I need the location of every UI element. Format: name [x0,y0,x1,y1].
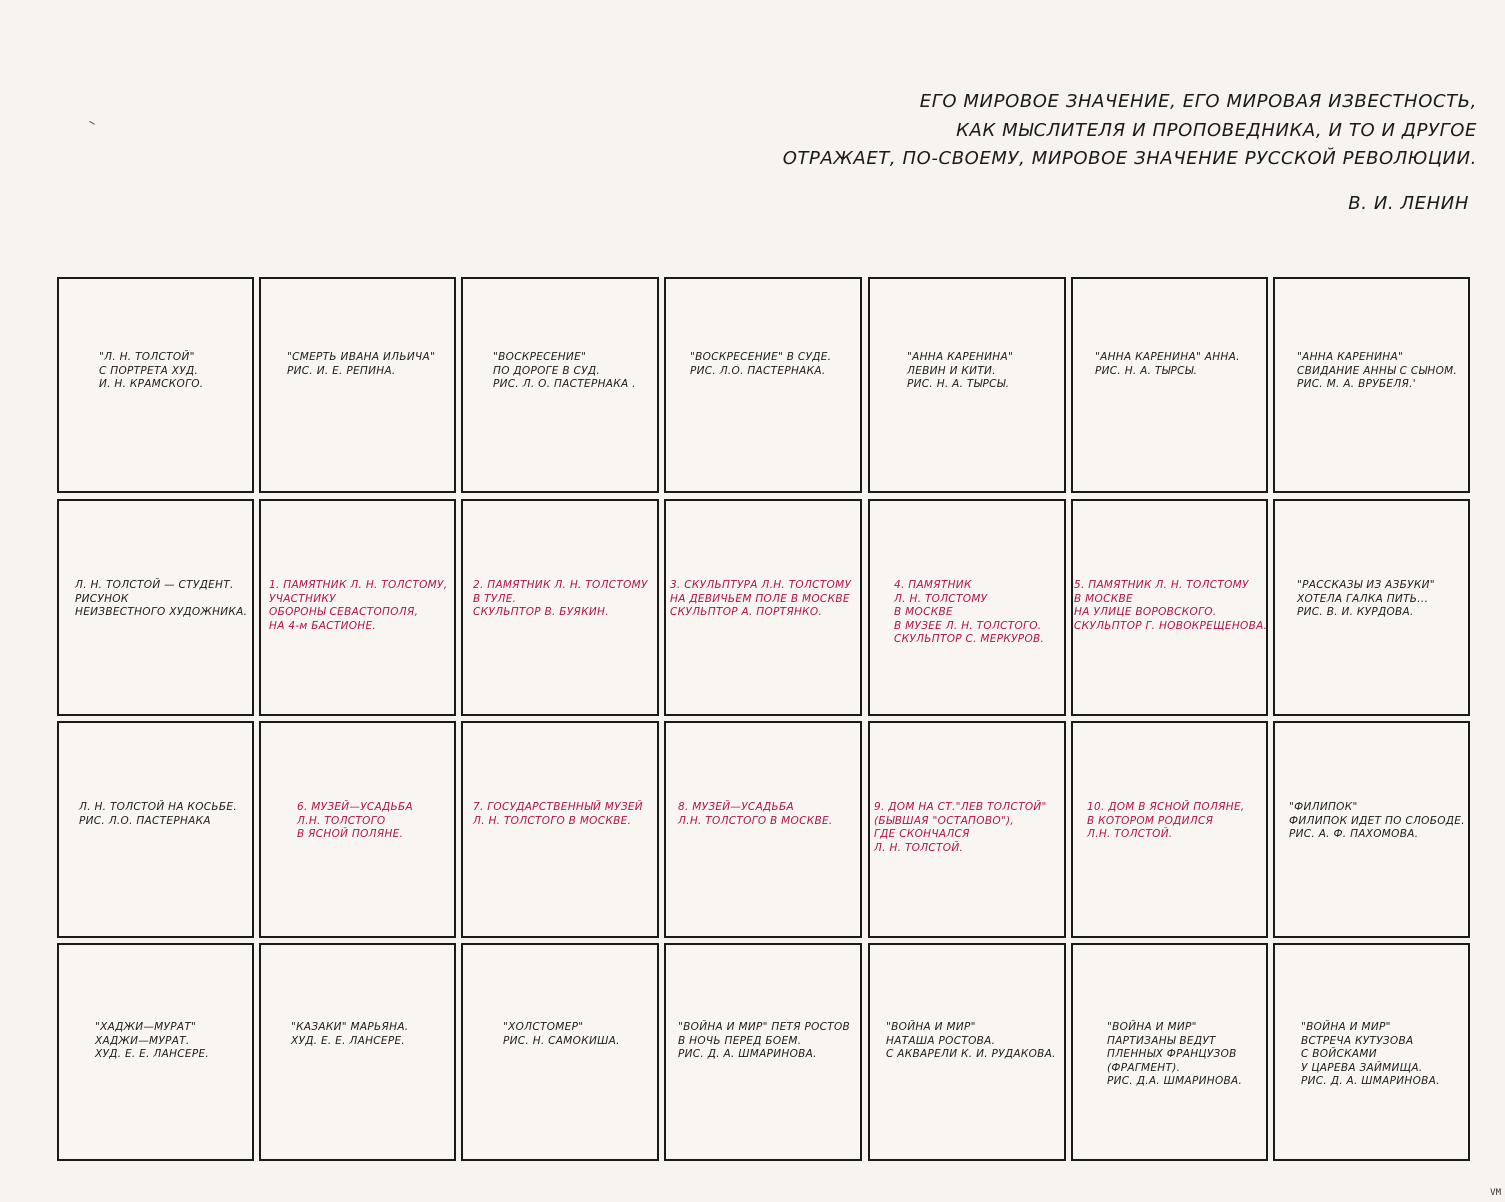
frame-caption: "ВОЙНА И МИР" ПЕТЯ РОСТОВ В НОЧЬ ПЕРЕД БОЕМ. РИС. Д. А. ШМАРИНОВА. [678,1021,851,1060]
quote-line-1: ЕГО МИРОВОЕ ЗНАЧЕНИЕ, ЕГО МИРОВАЯ ИЗВЕСТНОСТЬ, [919,91,1477,112]
illustration-frame [259,943,456,1161]
frame-caption: 2. ПАМЯТНИК Л. Н. ТОЛСТОМУ В ТУЛЕ. СКУЛЬПТОР В. БУЯКИН. [473,579,648,618]
frame-caption: Л. Н. ТОЛСТОЙ — СТУДЕНТ. РИСУНОК НЕИЗВЕСТНОГО ХУДОЖНИКА. [75,579,248,618]
illustration-frame [868,721,1066,938]
illustration-frame [1071,277,1268,493]
illustration-frame [461,499,659,716]
frame-caption: "ХАДЖИ—МУРАТ" ХАДЖИ—МУРАТ. ХУД. Е. Е. ЛАНСЕРЕ. [95,1021,210,1060]
frame-caption: 3. СКУЛЬПТУРА Л.Н. ТОЛСТОМУ НА ДЕВИЧЬЕМ ПОЛЕ В МОСКВЕ СКУЛЬПТОР А. ПОРТЯНКО. [670,579,852,618]
frame-caption: Л. Н. ТОЛСТОЙ НА КОСЬБЕ. РИС. Л.О. ПАСТЕРНАКА [79,801,237,827]
frame-caption: "ВОСКРЕСЕНИЕ" ПО ДОРОГЕ В СУД. РИС. Л. О. ПАСТЕРНАКА . [493,351,636,390]
illustration-frame [57,943,254,1161]
frame-caption: 6. МУЗЕЙ—УСАДЬБА Л.Н. ТОЛСТОГО В ЯСНОЙ ПОЛЯНЕ. [297,801,414,840]
illustration-frame [461,721,659,938]
frame-caption: 10. ДОМ В ЯСНОЙ ПОЛЯНЕ, В КОТОРОМ РОДИЛСЯ Л.Н. ТОЛСТОЙ. [1087,801,1245,840]
illustration-frame [868,499,1066,716]
frame-caption: "Л. Н. ТОЛСТОЙ" С ПОРТРЕТА ХУД. И. Н. КРАМСКОГО. [99,351,204,390]
frame-caption: "ВОЙНА И МИР" НАТАША РОСТОВА. С АКВАРЕЛИ К. И. РУДАКОВА. [886,1021,1056,1060]
illustration-frame [461,943,659,1161]
illustration-frame [259,721,456,938]
illustration-frame [1273,721,1470,938]
frame-caption: "КАЗАКИ" МАРЬЯНА. ХУД. Е. Е. ЛАНСЕРЕ. [291,1021,409,1047]
illustration-frame [1273,499,1470,716]
illustration-frame [664,277,862,493]
illustration-frame [868,943,1066,1161]
frame-caption: "ФИЛИПОК" ФИЛИПОК ИДЕТ ПО СЛОБОДЕ. РИС. А. Ф. ПАХОМОВА. [1289,801,1465,840]
quote-author: В. И. ЛЕНИН [1348,192,1469,214]
illustration-frame [259,499,456,716]
corner-mark: VM [1490,1188,1501,1198]
illustration-frame [1273,943,1470,1161]
quote-line-2: КАК МЫСЛИТЕЛЯ И ПРОПОВЕДНИКА, И ТО И ДРУГОЕ [956,119,1477,141]
frame-caption: "АННА КАРЕНИНА" СВИДАНИЕ АННЫ С СЫНОМ. РИС. М. А. ВРУБЕЛЯ.' [1297,351,1458,390]
illustration-frame [461,277,659,493]
illustration-frame [1071,721,1268,938]
illustration-frame [1071,943,1268,1161]
illustration-frame [1273,277,1470,493]
illustration-frame [259,277,456,493]
illustration-frame [1071,499,1268,716]
frame-caption: 1. ПАМЯТНИК Л. Н. ТОЛСТОМУ, УЧАСТНИКУ ОБОРОНЫ СЕВАСТОПОЛЯ, НА 4-м БАСТИОНЕ. [269,579,448,632]
frame-caption: "АННА КАРЕНИНА" АННА. РИС. Н. А. ТЫРСЫ. [1095,351,1240,377]
illustration-frame [868,277,1066,493]
illustration-frame [664,499,862,716]
frame-caption: 9. ДОМ НА СТ."ЛЕВ ТОЛСТОЙ" (БЫВШАЯ "ОСТАПОВО"), ГДЕ СКОНЧАЛСЯ Л. Н. ТОЛСТОЙ. [874,801,1047,854]
frame-caption: "ВОЙНА И МИР" ПАРТИЗАНЫ ВЕДУТ ПЛЕННЫХ ФРАНЦУЗОВ (ФРАГМЕНТ). РИС. Д.А. ШМАРИНОВА. [1107,1021,1243,1087]
frame-caption: "ВОЙНА И МИР" ВСТРЕЧА КУТУЗОВА С ВОЙСКАМИ У ЦАРЕВА ЗАЙМИЩА. РИС. Д. А. ШМАРИНОВА. [1301,1021,1440,1087]
frame-caption: 4. ПАМЯТНИК Л. Н. ТОЛСТОМУ В МОСКВЕ В МУЗЕЕ Л. Н. ТОЛСТОГО. СКУЛЬПТОР С. МЕРКУРОВ. [894,579,1045,645]
frame-caption: "ВОСКРЕСЕНИЕ" В СУДЕ. РИС. Л.О. ПАСТЕРНАКА. [690,351,832,377]
illustration-frame [57,499,254,716]
frame-caption: 7. ГОСУДАРСТВЕННЫЙ МУЗЕЙ Л. Н. ТОЛСТОГО В МОСКВЕ. [473,801,643,827]
frame-caption: "ХОЛСТОМЕР" РИС. Н. САМОКИША. [503,1021,620,1047]
quote-line-3: ОТРАЖАЕТ, ПО-СВОЕМУ, МИРОВОЕ ЗНАЧЕНИЕ РУССКОЙ РЕВОЛЮЦИИ. [782,148,1477,169]
frame-caption: "РАССКАЗЫ ИЗ АЗБУКИ" ХОТЕЛА ГАЛКА ПИТЬ... РИС. В. И. КУРДОВА. [1297,579,1435,618]
frame-caption: 5. ПАМЯТНИК Л. Н. ТОЛСТОМУ В МОСКВЕ НА УЛИЦЕ ВОРОВСКОГО. СКУЛЬПТОР Г. НОВОКРЕЩЕНОВА. [1074,579,1268,632]
frame-caption: "СМЕРТЬ ИВАНА ИЛЬИЧА" РИС. И. Е. РЕПИНА. [287,351,436,377]
frame-caption: 8. МУЗЕЙ—УСАДЬБА Л.Н. ТОЛСТОГО В МОСКВЕ. [678,801,833,827]
illustration-frame [664,943,862,1161]
illustration-frame [664,721,862,938]
illustration-frame [57,277,254,493]
frame-caption: "АННА КАРЕНИНА" ЛЕВИН И КИТИ. РИС. Н. А. ТЫРСЫ. [907,351,1014,390]
illustration-frame [57,721,254,938]
